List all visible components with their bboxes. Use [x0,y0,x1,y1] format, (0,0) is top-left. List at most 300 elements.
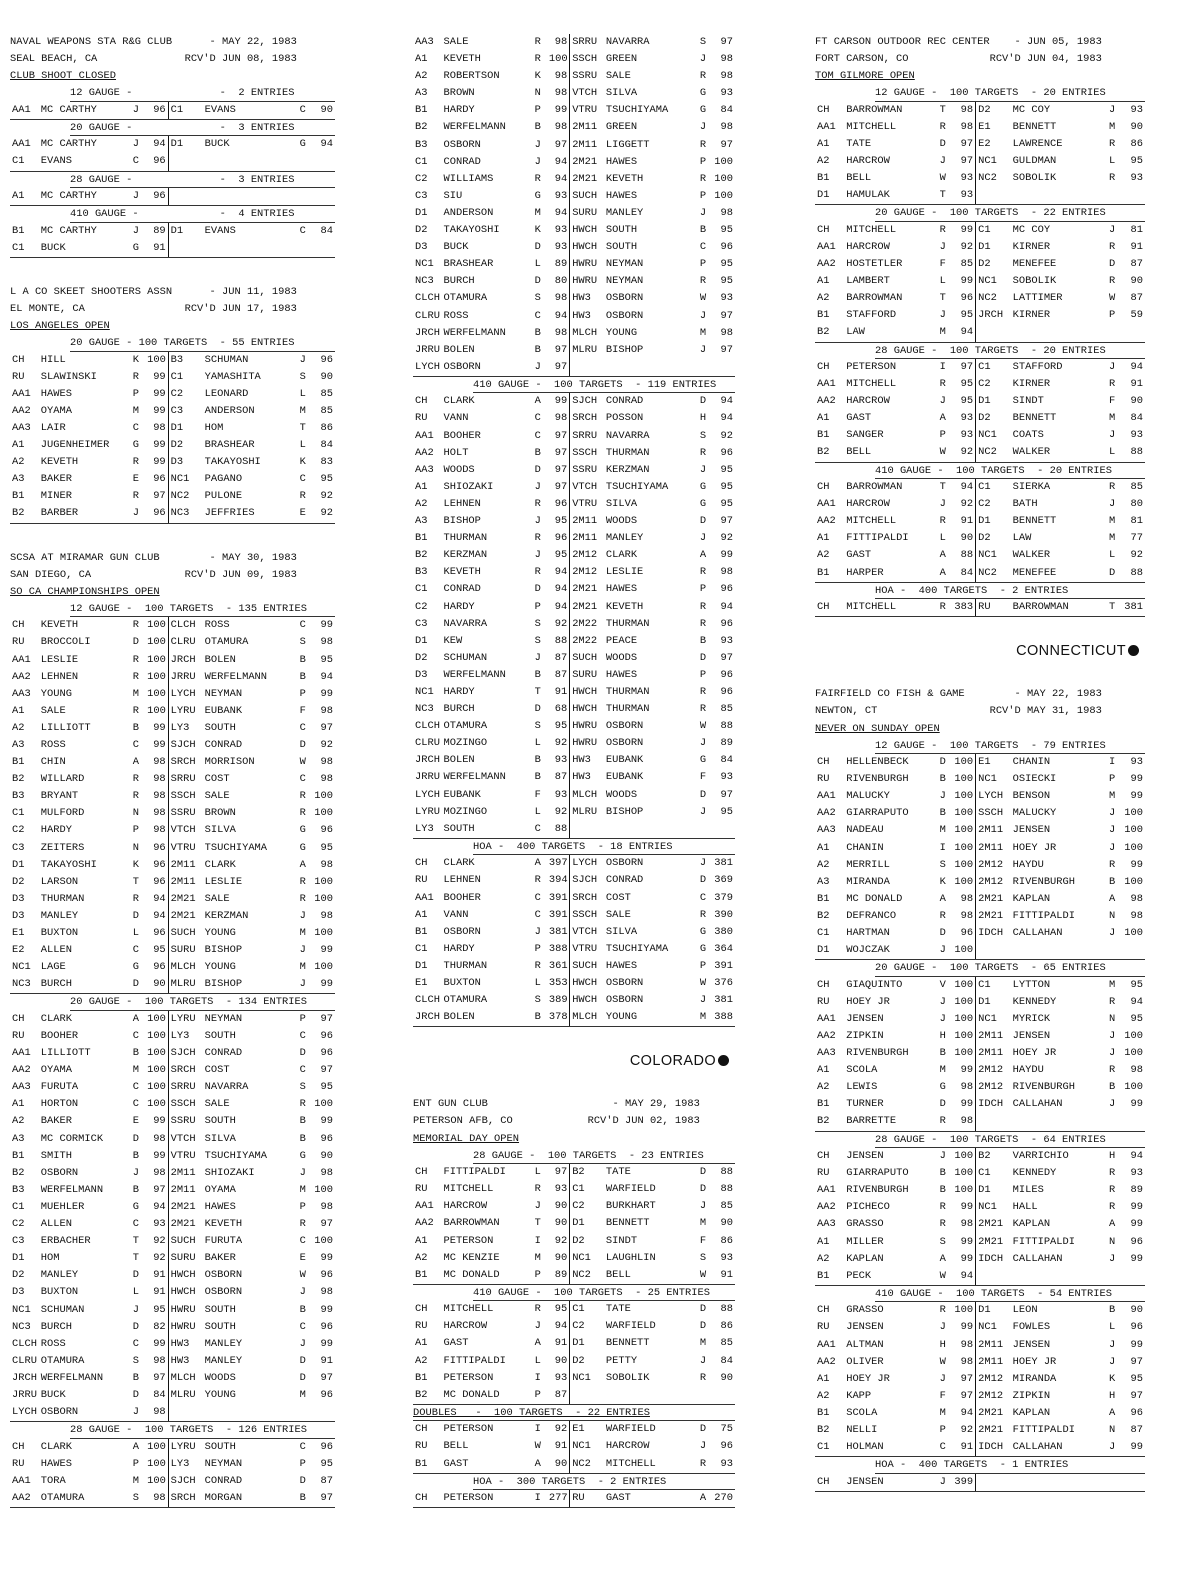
score-cell: 93 [720,1251,733,1264]
class-cell: HWRU [168,1319,203,1336]
score-cell: 96 [320,1440,333,1453]
result-row [815,1354,1145,1371]
name-cell: SCOLA [846,1406,878,1419]
score-cell: 99 [320,944,333,957]
name-cell: HAYDU [1012,1064,1044,1077]
class-cell: SJCH [168,737,203,754]
event-heading: 12 GAUGE - 100 TARGETS - 135 ENTRIES [70,601,335,618]
score-cell: 381 [1119,599,1145,617]
class-cell: JRCH [976,307,1011,324]
initial-cell: P [299,1012,306,1025]
result-row [413,1198,735,1215]
name-cell: HARDY [443,104,475,117]
initial-cell: W [299,756,306,769]
initial-cell: R [132,892,140,905]
initial-cell: B [534,754,541,767]
score-cell: 99 [320,1337,333,1350]
class-cell: HWCH [570,684,604,701]
result-row [10,1131,335,1148]
score-cell: 97 [554,463,568,476]
name-cell: CLARK [605,549,638,562]
class-cell: D3 [415,241,428,254]
class-cell [168,240,203,258]
initial-cell: M [299,1183,306,1196]
score-cell: 91 [145,240,168,258]
score-cell: 98 [960,892,974,905]
name-cell: BELL [846,172,872,185]
class-cell: AA1 [10,102,39,120]
class-cell: NC3 [168,505,203,523]
initial-cell: E [299,1252,306,1265]
initial-cell: W [939,172,946,185]
class-cell: B1 [413,1456,441,1474]
score-cell: 97 [320,1218,333,1231]
score-cell: 100 [954,875,974,888]
initial-cell: C [534,891,541,904]
initial-cell: R [1109,1167,1116,1180]
class-cell: HWRU [570,273,604,290]
name-cell: WERFELMANN [443,326,506,339]
score-cell: 100 [147,653,166,666]
result-row [413,735,735,752]
class-cell: 2M21 [168,1216,203,1233]
initial-cell: J [699,206,707,219]
class-cell: IDCH [976,1439,1011,1457]
results-table [815,754,1145,960]
initial-cell: L [939,532,946,545]
name-cell: HOM [204,422,224,434]
score-cell: 95 [153,944,166,957]
result-row [10,1028,335,1045]
score-cell: 96 [153,841,166,854]
initial-cell: S [299,370,306,383]
name-cell: OYAMA [40,1064,72,1077]
result-row [413,102,735,119]
class-cell: C1 [976,1165,1011,1182]
score-cell [1119,324,1145,342]
class-cell: SSCH [976,805,1011,822]
name-cell: LESLIE [204,875,243,888]
initial-cell: D [534,275,541,288]
initial-cell: G [132,439,140,452]
initial-cell: S [534,720,541,733]
initial-cell: L [1109,155,1116,168]
score-cell: 100 [147,1081,166,1094]
initial-cell: D [132,1269,140,1282]
score-cell: 93 [554,224,568,237]
result-row [10,136,335,153]
score-cell: 94 [1130,361,1143,373]
class-cell [570,821,604,839]
initial-cell: L [132,927,140,940]
class-cell: 2M12 [976,857,1011,874]
score-cell: 93 [960,412,974,425]
name-cell: ANDERSON [443,206,494,219]
initial-cell: R [534,566,541,579]
result-row [10,223,335,240]
class-cell: RU [415,1440,428,1453]
initial-cell: P [534,104,541,117]
name-cell: KEVETH [443,566,481,579]
score-cell: 86 [720,1320,733,1333]
score-cell: 99 [153,404,166,417]
score-cell: 85 [320,387,333,400]
initial-cell: D [699,1303,707,1316]
shoot-name: SO CA CHAMPIONSHIPS OPEN [10,585,160,598]
name-cell: SALE [204,790,230,803]
initial-cell: C [132,1081,140,1094]
result-row [10,976,335,994]
initial-cell: P [939,1423,946,1436]
results-column-1 [10,34,335,1508]
event-heading: 410 GAUGE - 100 TARGETS - 54 ENTRIES [875,1286,1145,1303]
initial-cell: R [939,378,946,391]
class-cell: D2 [976,410,1011,427]
class-cell: SUCH [570,958,604,975]
class-cell: 2M21 [168,908,203,925]
initial-cell: R [699,70,707,83]
name-cell: MIRANDA [846,875,890,888]
result-row [815,187,1145,205]
score-cell: 98 [153,1132,166,1145]
result-row [413,872,735,889]
result-row [815,822,1145,839]
name-cell: GIARRAPUTO [846,1167,909,1180]
initial-cell: B [132,1371,140,1384]
score-cell: 87 [1130,1423,1143,1436]
initial-cell: J [1109,223,1116,236]
name-cell: HARCROW [846,395,890,408]
score-cell: 80 [554,275,568,288]
initial-cell: R [939,1218,946,1231]
score-cell: 99 [320,687,333,700]
initial-cell: R [939,1304,946,1317]
initial-cell: R [132,370,140,383]
club-name: SCSA AT MIRAMAR GUN CLUB - MAY 30, 1983 [10,551,297,564]
score-cell: 100 [314,927,333,940]
name-cell: LAWRENCE [1012,137,1063,150]
class-cell: B1 [815,1268,844,1286]
score-cell: 94 [960,1406,974,1419]
class-cell: B1 [12,490,25,503]
score-cell: 68 [554,703,568,716]
class-cell [570,359,604,377]
score-cell: 93 [1130,103,1143,116]
score-cell: 91 [153,1286,166,1299]
initial-cell: D [939,756,946,769]
score-cell: 399 [952,1474,975,1492]
class-cell: JRCH [413,1009,441,1027]
result-row [815,273,1145,290]
score-cell: 100 [1124,875,1143,888]
name-cell: SOUTH [605,241,638,254]
class-cell: SRCH [168,754,203,771]
result-row [413,68,735,85]
name-cell: SOBOLIK [605,1371,650,1384]
score-cell: 95 [960,395,974,408]
result-row [10,1011,335,1028]
class-cell: SSCH [570,445,604,462]
score-cell: 97 [720,343,733,356]
class-cell: LYRU [168,1439,203,1456]
class-cell: A2 [12,1115,25,1128]
score-cell: 100 [147,1098,166,1111]
score-cell: 96 [720,617,733,630]
initial-cell: J [534,925,541,938]
score-cell: 93 [554,788,568,801]
class-cell: C1 [12,1200,25,1213]
class-cell: AA3 [817,1218,836,1231]
result-row [815,1148,1145,1165]
name-cell: PEACE [605,634,638,647]
initial-cell: J [939,1372,946,1385]
score-cell: 95 [554,549,568,562]
result-row [413,701,735,718]
score-cell: 85 [720,1200,733,1213]
name-cell: BARBER [39,505,131,523]
class-cell: D1 [168,420,203,437]
score-cell: 364 [714,942,733,955]
class-cell: 2M11 [168,874,203,891]
class-cell: D3 [168,454,203,471]
score-cell: 96 [720,446,733,459]
class-cell: D1 [815,187,844,205]
initial-cell: C [132,944,140,957]
class-cell: 2M12 [976,1388,1011,1405]
class-cell: C1 [976,359,1011,376]
name-cell: HARDY [443,685,475,698]
score-cell: 99 [1130,1218,1143,1231]
score-cell: 100 [147,1440,166,1453]
initial-cell: R [699,600,707,613]
initial-cell: C [132,422,140,434]
score-cell: 380 [714,925,733,938]
class-cell: JRCH [168,652,203,669]
name-cell: OSBORN [443,925,481,938]
class-cell: LYCH [168,686,203,703]
class-cell: JRRU [12,1388,37,1401]
class-cell: AA2 [817,515,836,528]
class-cell: HWCH [168,1284,203,1301]
result-row [413,1233,735,1250]
score-cell: 98 [554,36,568,48]
initial-cell: G [299,138,306,151]
initial-cell: R [299,1218,306,1231]
score-cell: 94 [554,583,568,596]
state-bullet-icon [1128,645,1139,656]
result-row [10,652,335,669]
class-cell: C1 [415,155,428,168]
name-cell [203,240,298,258]
score-cell: 391 [714,959,733,972]
score-cell: 98 [960,103,974,116]
name-cell: LILLIOTT [40,721,91,734]
score-cell: 98 [554,87,568,100]
score-cell: 96 [145,153,168,171]
result-row [413,119,735,136]
score-cell: 98 [153,756,166,769]
name-cell: JENSEN [846,1012,884,1025]
results-table [815,977,1145,1132]
result-row [10,908,335,925]
score-cell: 84 [952,565,975,583]
initial-cell: C [299,1030,306,1042]
initial-cell: J [699,1440,707,1453]
class-cell: 2M21 [976,1234,1011,1251]
initial-cell: J [131,102,145,120]
score-cell: 100 [954,1184,974,1197]
class-cell: D2 [415,224,428,237]
name-cell: BUXTON [443,976,481,989]
score-cell: 94 [952,324,975,342]
initial-cell: B [298,1490,310,1508]
name-cell: SOUTH [204,1030,236,1042]
initial-cell: F [1109,395,1116,408]
initial-cell: P [699,668,707,681]
name-cell: WERFELMANN [40,1183,104,1196]
initial-cell: M [132,404,140,417]
name-cell: JUGENHEIMER [40,439,110,452]
class-cell: D1 [415,959,428,972]
name-cell: MUEHLER [40,1200,85,1213]
score-cell: 95 [320,841,333,854]
class-cell: B2 [815,324,844,342]
club-name: FAIRFIELD CO FISH & GAME - MAY 22, 1983 [815,688,1102,701]
class-cell: C1 [570,1181,604,1198]
score-cell: 93 [952,187,975,205]
result-row [815,479,1145,496]
initial-cell: M [1109,790,1116,803]
initial-cell: K [132,353,140,366]
score-cell: 98 [320,909,333,922]
name-cell: BISHOP [605,343,644,356]
score-cell: 94 [554,566,568,579]
class-cell: C3 [415,189,428,202]
initial-cell: B [534,446,541,459]
initial-cell: B [534,121,541,134]
class-cell: RU [415,412,428,425]
name-cell: BROCCOLI [40,636,91,649]
class-cell: CH [12,1440,25,1453]
name-cell: FITTIPALDI [443,1166,506,1179]
name-cell: OSBORN [605,720,644,733]
initial-cell: J [1109,927,1116,940]
initial-cell: W [534,1440,541,1453]
class-cell: C2 [12,1218,25,1231]
initial-cell: R [534,36,541,48]
score-cell: 92 [720,429,733,442]
name-cell: OTAMURA [443,292,488,305]
score-cell [709,1387,735,1405]
state-heading [413,1053,735,1070]
score-cell: 92 [554,805,568,818]
score-cell: 361 [548,959,568,972]
initial-cell: R [534,172,541,185]
class-cell: MLRU [168,1387,203,1404]
class-cell: D1 [168,223,203,240]
class-cell: AA2 [817,1201,836,1214]
result-row [413,171,735,188]
initial-cell: M [699,1217,707,1230]
score-cell: 93 [1130,429,1143,442]
result-row [815,393,1145,410]
score-cell: 94 [1130,995,1143,1008]
name-cell: OSIECKI [1012,773,1057,786]
score-cell: 87 [1130,292,1143,305]
result-row [413,769,735,786]
initial-cell: W [299,1269,306,1282]
result-row [815,754,1145,771]
name-cell: TSUCHIYAMA [204,841,268,854]
initial-cell: S [534,634,541,647]
event-heading: 28 GAUGE - 100 TARGETS - 64 ENTRIES [875,1132,1145,1149]
initial-cell: M [1109,978,1116,991]
score-cell: 98 [554,121,568,134]
score-cell: 100 [147,1030,166,1042]
initial-cell: J [299,944,306,957]
results-column-2 [413,34,735,1508]
result-row [10,669,335,686]
result-row [413,667,735,684]
result-row [10,1404,335,1422]
result-row [815,513,1145,530]
class-cell: VTRU [168,1148,203,1165]
result-row [413,752,735,769]
score-cell: 95 [320,653,333,666]
result-row [413,205,735,222]
initial-cell: K [299,456,306,469]
name-cell: SOUTH [204,721,236,734]
initial-cell: R [699,172,707,185]
score-cell: 86 [720,1234,733,1247]
name-cell: BOOHER [443,429,481,442]
class-cell: HWRU [570,718,604,735]
initial-cell: J [699,737,707,750]
name-cell: JENSEN [1012,1030,1051,1042]
name-cell: ALLEN [40,1218,72,1231]
initial-cell: M [299,1388,306,1401]
initial-cell: B [299,1115,306,1128]
event-heading: 28 GAUGE - 100 TARGETS - 20 ENTRIES [875,343,1145,360]
name-cell: HARCROW [443,1320,488,1333]
score-cell: 98 [320,756,333,769]
class-cell: NC1 [570,1438,604,1455]
score-cell: 97 [554,446,568,459]
initial-cell: K [1109,1372,1116,1385]
class-cell: 2M12 [976,1079,1011,1096]
score-cell: 397 [548,857,568,870]
name-cell: KERZMAN [605,463,650,476]
score-cell: 99 [320,1115,333,1128]
score-cell: 93 [1130,756,1143,769]
name-cell: WOJCZAK [844,942,937,960]
score-cell: 100 [314,961,333,974]
event-heading: HOA - 400 TARGETS - 2 ENTRIES [875,583,1145,600]
name-cell: TAKAYOSHI [443,224,500,237]
class-cell: AA1 [12,387,31,400]
name-cell: TATE [846,137,872,150]
initial-cell: J [699,1200,707,1213]
score-cell: 89 [720,737,733,750]
score-cell [1119,942,1145,960]
initial-cell: P [533,1387,547,1405]
initial-cell: H [939,1338,946,1351]
initial-cell: J [939,309,946,322]
class-cell: D1 [976,239,1011,256]
score-cell: 98 [554,292,568,305]
name-cell: THURMAN [605,617,650,630]
class-cell: D2 [570,1233,604,1250]
